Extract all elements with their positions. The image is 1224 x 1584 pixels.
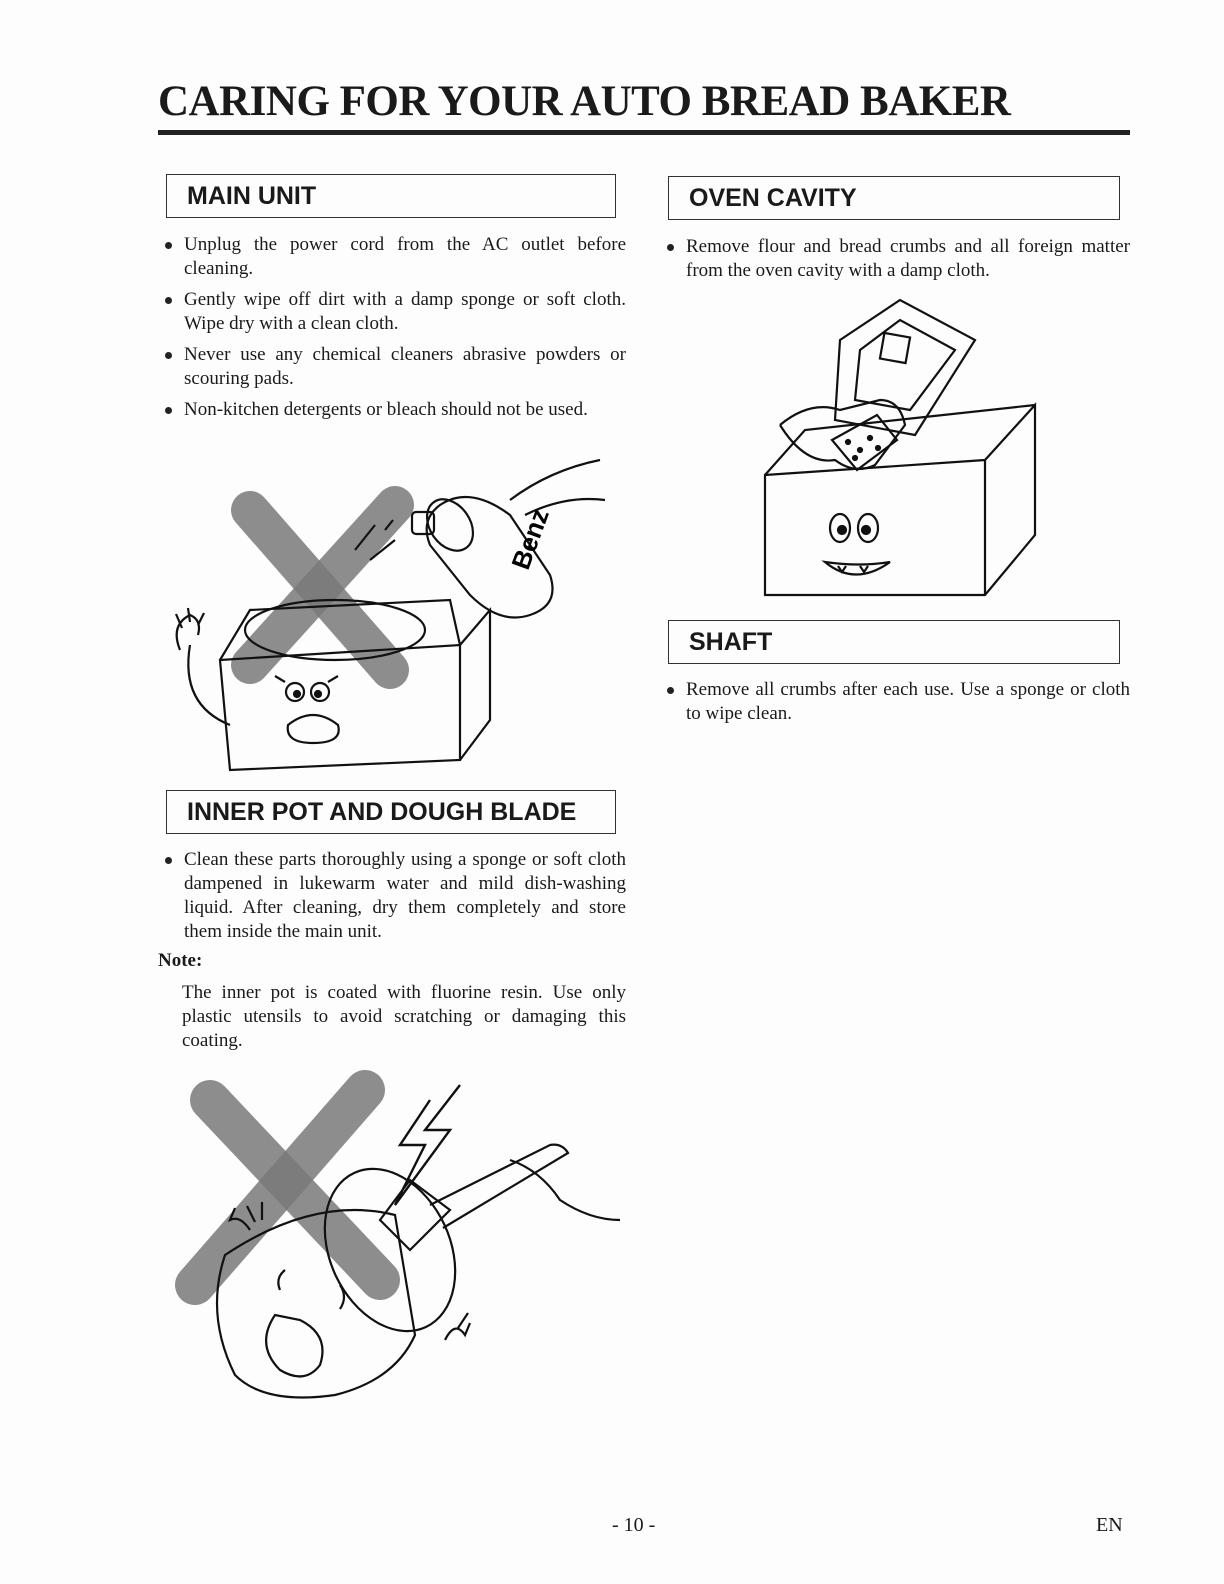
sponge-hand-icon xyxy=(780,400,905,470)
note-label: Note: xyxy=(158,950,203,971)
oven-cavity-heading xyxy=(668,176,1120,220)
list-item: Unplug the power cord from the AC outlet before cleaning. xyxy=(158,233,626,281)
sponge-cleaning-illustration xyxy=(760,290,1050,605)
list-item: Never use any chemical cleaners abrasive powders or scouring pads. xyxy=(158,343,626,391)
page-number: - 10 - xyxy=(612,1514,656,1536)
oven-cavity-heading-text: OVEN CAVITY xyxy=(689,183,857,212)
shaft-heading xyxy=(668,620,1120,664)
main-unit-heading-text: MAIN UNIT xyxy=(187,181,317,210)
main-unit-list xyxy=(158,233,626,429)
benzine-can-label: Benz xyxy=(505,504,555,574)
no-metal-utensils-illustration xyxy=(180,1070,610,1410)
shaft-heading-text: SHAFT xyxy=(689,627,773,656)
bread-maker-icon xyxy=(765,300,1035,595)
inner-pot-heading-text: INNER POT AND DOUGH BLADE xyxy=(187,797,577,826)
page-title: CARING FOR YOUR AUTO BREAD BAKER xyxy=(158,76,1130,135)
benzine-can-icon xyxy=(355,460,605,618)
no-chemicals-illustration xyxy=(160,460,630,780)
list-item: Gently wipe off dirt with a damp sponge or soft cloth. Wipe dry with a clean cloth. xyxy=(158,288,626,336)
oven-cavity-list xyxy=(660,235,1130,290)
inner-pot-heading xyxy=(166,790,616,834)
prohibited-cross-icon xyxy=(195,1090,380,1285)
list-item: Clean these parts thoroughly using a sponge or soft cloth dampened in lukewarm water and mild dish-washing liquid. After cleaning, dry them completely and store them inside the main unit. xyxy=(158,848,626,944)
main-unit-heading xyxy=(166,174,616,218)
lightning-icon xyxy=(395,1085,460,1205)
language-label: EN xyxy=(1096,1514,1123,1536)
inner-pot-list xyxy=(158,848,626,951)
list-item: Non-kitchen detergents or bleach should not be used. xyxy=(158,398,626,422)
shaft-list xyxy=(660,678,1130,733)
note-text: The inner pot is coated with fluorine resin. Use only plastic utensils to avoid scratching or damaging this coating. xyxy=(182,982,626,1051)
list-item: Remove flour and bread crumbs and all foreign matter from the oven cavity with a damp cloth. xyxy=(660,235,1130,283)
prohibited-cross-icon xyxy=(250,505,395,670)
list-item: Remove all crumbs after each use. Use a sponge or cloth to wipe clean. xyxy=(660,678,1130,726)
